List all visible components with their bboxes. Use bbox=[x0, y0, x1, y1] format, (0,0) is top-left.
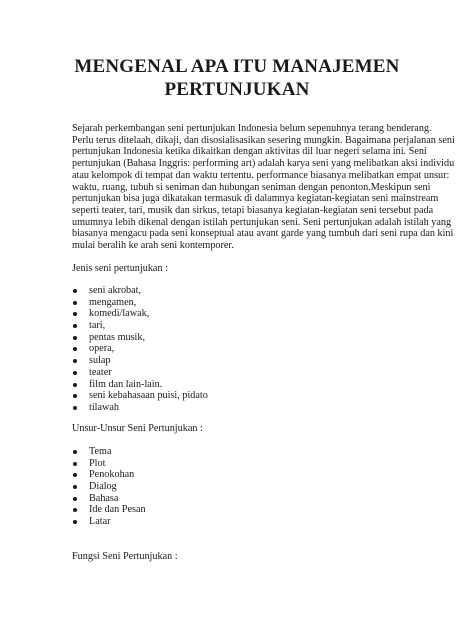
document-page: MENGENAL APA ITU MANAJEMEN PERTUNJUKAN Sejarah perkembangan seni pertunjukan Indonesia belum sepenuhnya terang benderang. Perlu terus ditelaah, dikaji, dan disosialisasikan sesering mungkin. Bagaimana perjalanan seni pertunjukan Indonesia ketika dikaitkan dengan aktivitas dil luar negeri selama ini. Seni pertunjukan (Bahasa Inggris: performing art) adalah karya seni yang melibatkan aksi individu atau kelompok di tempat dan waktu tertentu. performance biasanya melibatkan empat unsur: waktu, ruang, tubuh si seniman dan hubungan seniman dengan penonton.Meskipun seni pertunjukan bisa juga dikatakan termasuk di dalamnya kegiatan-kegiatan seni mainstream seperti teater, tari, musik dan sirkus, tetapi biasanya kegiatan-kegiatan seni tersebut pada umumnya lebih dikenal dengan istilah pertunjukan seni. Seni pertunjukan adalah istilah yang biasanya mengacu pada seni konseptual atau avant garde yang tumbuh dari seni rupa dan kini mulai beralih ke arah seni kontemporer. Jenis seni pertunjukan : seni akrobat, mengamen, komedi/lawak, tari, pentas musik, opera, sulap teater film dan lain-lain. seni kebahasaan puisi, pidato tilawah Unsur-Unsur Seni Pertunjukan : Tema Plot Penokohan Dialog Bahasa Ide dan Pesan Latar Fungsi Seni Pertunjukan : bbox=[0, 0, 474, 632]
intro-paragraph bbox=[72, 123, 455, 252]
paragraph-line: biasanya mengacu pada seni konseptual atau avant garde yang tumbuh dari seni rupa dan kini bbox=[72, 228, 454, 240]
paragraph-line: pertunjukan (Bahasa Inggris: performing art) adalah karya seni yang melibatkan aksi individu bbox=[72, 158, 455, 170]
bullet-icon bbox=[73, 371, 77, 375]
bullet-icon bbox=[73, 497, 77, 501]
bullet-icon bbox=[73, 508, 77, 512]
paragraph-line: Sejarah perkembangan seni pertunjukan Indonesia belum sepenuhnya terang benderang. bbox=[72, 123, 432, 134]
bullet-icon bbox=[73, 347, 77, 351]
bullet-icon bbox=[73, 301, 77, 305]
bullet-icon bbox=[73, 289, 77, 293]
unsur-heading: Unsur-Unsur Seni Pertunjukan : bbox=[72, 423, 203, 434]
fungsi-heading: Fungsi Seni Pertunjukan : bbox=[72, 551, 178, 562]
bullet-icon bbox=[73, 485, 77, 489]
bullet-icon bbox=[73, 324, 77, 328]
paragraph-line: mulai beralih ke arah seni kontemporer. bbox=[72, 240, 234, 252]
bullet-icon bbox=[73, 336, 77, 340]
paragraph-line: waktu, ruang, tubuh si seniman dan hubungan seniman dengan penonton.Meskipun seni bbox=[72, 181, 431, 193]
paragraph-line: Perlu terus ditelaah, dikaji, dan disosialisasikan sesering mungkin. Bagaimana perjalanan seni bbox=[72, 134, 455, 146]
title-line-1: MENGENAL APA ITU MANAJEMEN bbox=[74, 56, 400, 77]
bullet-icon bbox=[73, 406, 77, 410]
bullet-icon bbox=[73, 520, 77, 524]
bullet-icon bbox=[73, 383, 77, 387]
bullet-icon bbox=[73, 450, 77, 454]
bullet-icon bbox=[73, 394, 77, 398]
jenis-heading: Jenis seni pertunjukan : bbox=[72, 263, 168, 274]
bullet-icon bbox=[73, 359, 77, 363]
bullet-icon bbox=[73, 312, 77, 316]
paragraph-line: seperti teater, tari, musik dan sirkus, tetapi biasanya kegiatan-kegiatan seni tersebut pada bbox=[72, 204, 434, 216]
title-line-2: PERTUNJUKAN bbox=[164, 79, 310, 100]
paragraph-line: pertunjukan Indonesia ketika dikaitkan dengan aktivitas dil luar negeri selama ini. Seni bbox=[72, 146, 427, 158]
document-title bbox=[40, 55, 434, 101]
bullet-icon bbox=[73, 462, 77, 466]
paragraph-line: atau kelompok di tempat dan waktu tertentu. performance biasanya melibatkan empat unsur: bbox=[72, 169, 450, 181]
paragraph-line: umumnya lebih dikenal dengan istilah pertunjukan seni. Seni pertunjukan adalah istilah yang bbox=[72, 216, 452, 228]
bullet-icon bbox=[73, 473, 77, 477]
paragraph-line: pertunjukan bisa juga dikatakan termasuk di dalamnya kegiatan-kegiatan seni mainstream bbox=[72, 193, 439, 205]
